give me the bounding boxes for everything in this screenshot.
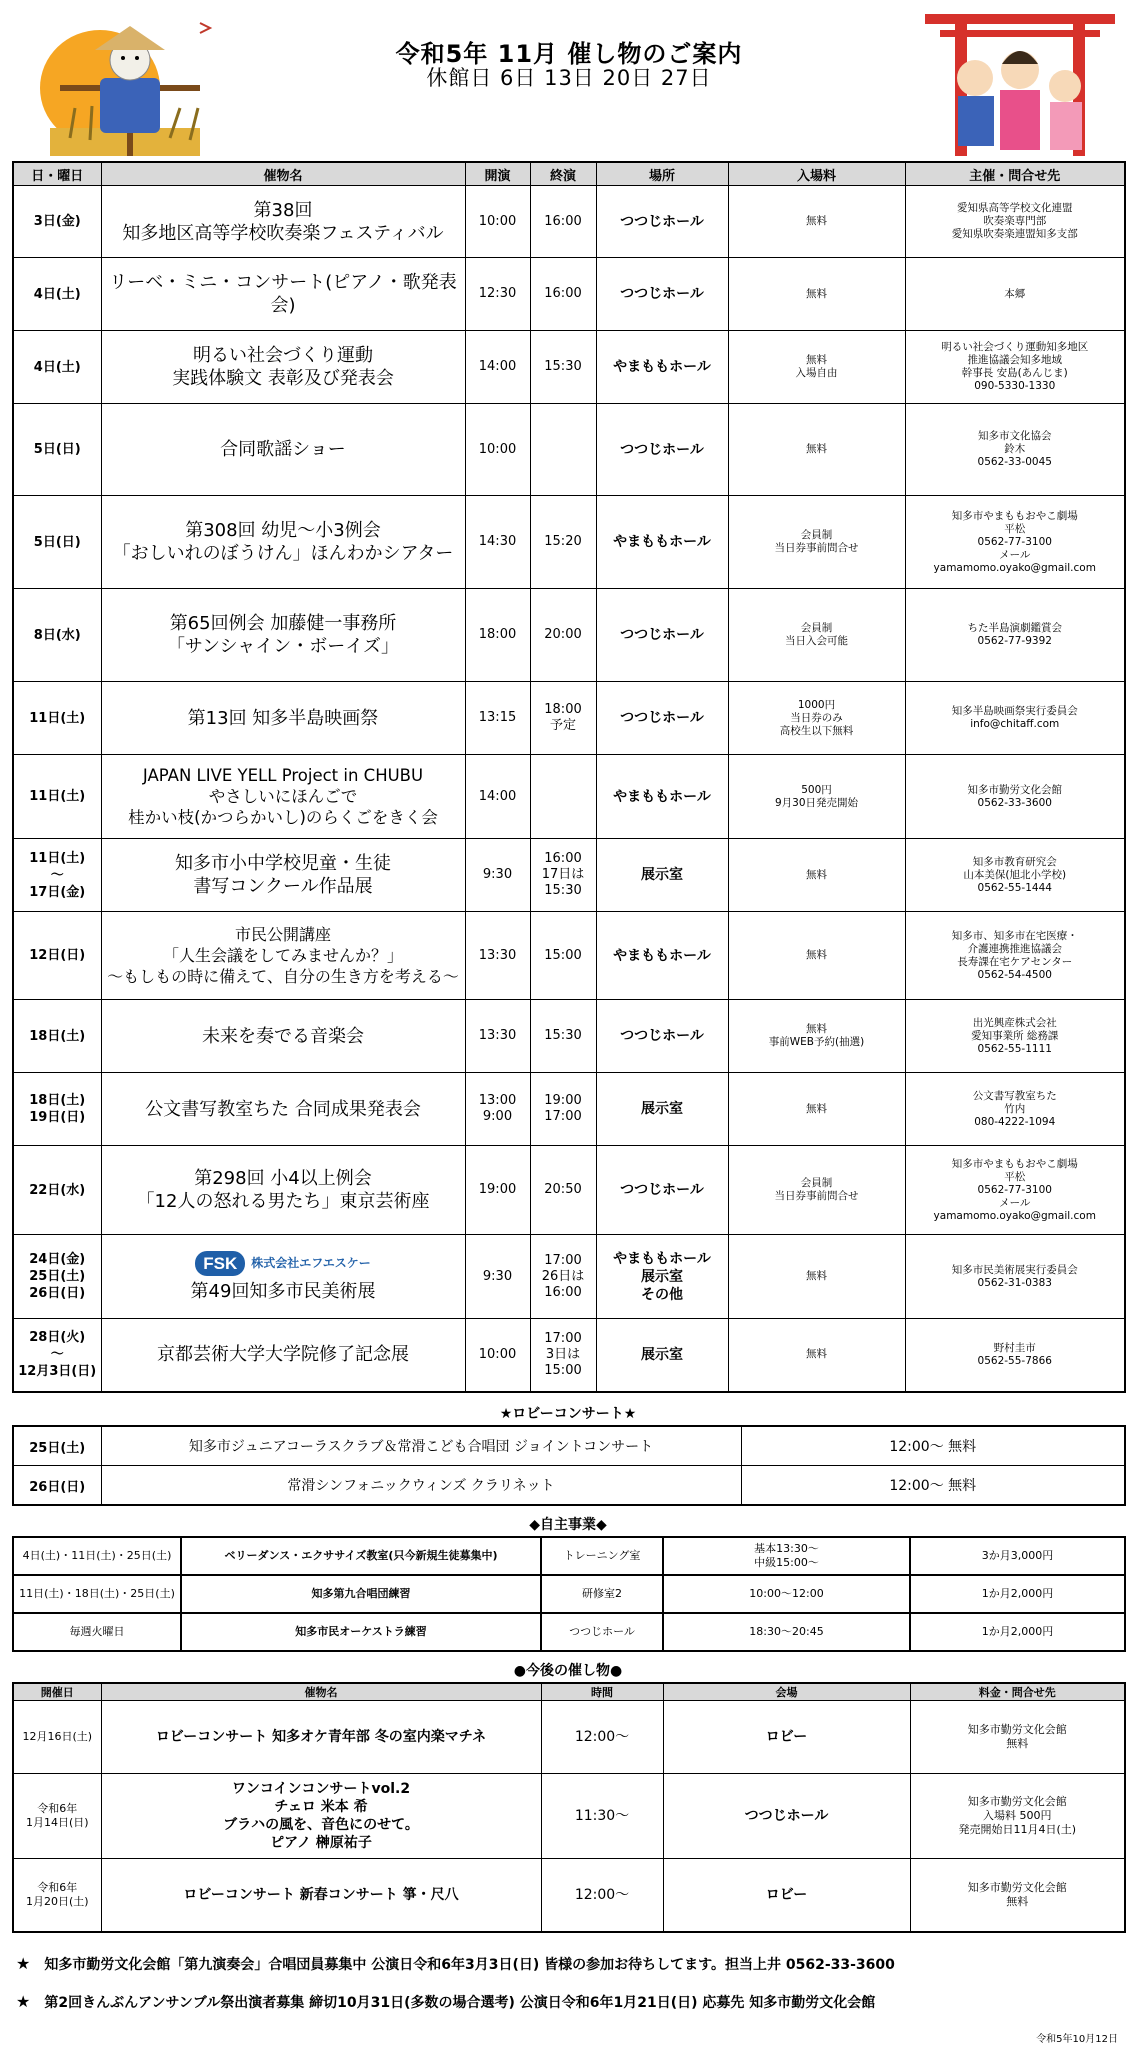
event-organizer: 出光興産株式会社 愛知事業所 総務課 0562-55-1111 [905, 1000, 1125, 1073]
lobby-info: 12:00～ 無料 [741, 1466, 1125, 1506]
event-venue: やまももホール 展示室 その他 [596, 1235, 728, 1319]
event-name: JAPAN LIVE YELL Project in CHUBU やさしいにほんごで 桂かい枝(かつらかいし)のらくごをきく会 [101, 755, 465, 839]
event-organizer: 野村圭市 0562-55-7866 [905, 1319, 1125, 1392]
event-organizer: 知多市民美術展実行委員会 0562-31-0383 [905, 1235, 1125, 1319]
event-name: 未来を奏でる音楽会 [101, 1000, 465, 1073]
event-fee: 会員制 当日入会可能 [728, 589, 905, 682]
event-start: 13:00 9:00 [465, 1073, 530, 1146]
notice-text: 第2回きんぶんアンサンブル祭出演者募集 締切10月31日(多数の場合選考) 公演日令和6年1月21日(日) 応募先 知多市勤労文化会館 [44, 1995, 876, 2011]
event-date: 18日(土) 19日(日) [13, 1073, 101, 1146]
future-heading: ●今後の催し物● [513, 1663, 623, 1679]
future-time: 11:30～ [541, 1774, 663, 1859]
notice-ensemble-recruit [16, 1992, 875, 2012]
event-venue: つつじホール [596, 682, 728, 755]
page-title: 令和5年 11月 催し物のご案内 [395, 40, 743, 68]
event-organizer: 知多市勤労文化会館 0562-33-3600 [905, 755, 1125, 839]
program-name: ベリーダンス・エクササイズ教室(只今新規生徒募集中) [181, 1537, 541, 1575]
event-organizer: 知多市やまももおやこ劇場 平松 0562-77-3100 メール yamamomo.oyako@gmail.com [905, 1146, 1125, 1235]
star-icon: ★ [16, 1954, 31, 1973]
program-room: トレーニング室 [541, 1537, 663, 1575]
event-end: 17:00 3日は 15:00 [530, 1319, 596, 1392]
event-organizer: 公文書写教室ちた 竹内 080-4222-1094 [905, 1073, 1125, 1146]
event-organizer: 明るい社会づくり運動知多地区 推進協議会知多地域 幹事長 安島(あんじま) 090-5330-1330 [905, 331, 1125, 404]
event-organizer: 本郷 [905, 258, 1125, 331]
event-name: 知多市小中学校児童・生徒 書写コンクール作品展 [101, 839, 465, 912]
event-organizer: 知多市文化協会 鈴木 0562-33-0045 [905, 404, 1125, 496]
event-end: 15:00 [530, 912, 596, 1000]
future-row [13, 1701, 1125, 1774]
program-time: 18:30～20:45 [663, 1613, 910, 1651]
event-row [13, 912, 1125, 1000]
event-start: 13:30 [465, 1000, 530, 1073]
event-start: 10:00 [465, 1319, 530, 1392]
issue-date: 令和5年10月12日 [1036, 2034, 1118, 2045]
event-end: 16:00 [530, 186, 596, 258]
star-icon: ★ [16, 1992, 31, 2011]
fsk-logo-mark: FSK [195, 1251, 245, 1276]
event-date: 5日(日) [13, 404, 101, 496]
future-col-org: 料金・問合せ先 [910, 1683, 1125, 1701]
future-venue: つつじホール [663, 1774, 910, 1859]
event-fee: 無料 [728, 1319, 905, 1392]
program-dates: 11日(土)・18日(土)・25日(土) [13, 1575, 181, 1613]
event-start: 12:30 [465, 258, 530, 331]
program-row [13, 1575, 1125, 1613]
event-venue: 展示室 [596, 839, 728, 912]
event-date: 4日(土) [13, 258, 101, 331]
event-start: 14:30 [465, 496, 530, 589]
future-org: 知多市勤労文化会館 入場料 500円 発売開始日11月4日(土) [910, 1774, 1125, 1859]
program-room: つつじホール [541, 1613, 663, 1651]
col-venue: 場所 [596, 162, 728, 186]
page-header [0, 0, 1138, 160]
event-start: 14:00 [465, 755, 530, 839]
program-name: 知多第九合唱団練習 [181, 1575, 541, 1613]
event-row [13, 331, 1125, 404]
future-header-row [13, 1683, 1125, 1701]
sponsor-name: 株式会社エフエスケー [251, 1255, 371, 1270]
program-room: 研修室2 [541, 1575, 663, 1613]
future-venue: ロビー [663, 1859, 910, 1932]
lobby-name: 常滑シンフォニックウィンズ クラリネット [101, 1466, 741, 1506]
event-date: 12日(日) [13, 912, 101, 1000]
event-fee: 500円 9月30日発売開始 [728, 755, 905, 839]
lobby-date: 25日(土) [13, 1426, 101, 1466]
event-venue: つつじホール [596, 589, 728, 682]
event-row [13, 496, 1125, 589]
event-fee: 無料 [728, 186, 905, 258]
future-venue: ロビー [663, 1701, 910, 1774]
event-name: 市民公開講座 「人生会議をしてみませんか？」 ～もしもの時に備えて、自分の生き方を考える～ [101, 912, 465, 1000]
event-row [13, 404, 1125, 496]
event-date: 11日(土) [13, 755, 101, 839]
event-venue: つつじホール [596, 186, 728, 258]
future-col-date: 開催日 [13, 1683, 101, 1701]
event-organizer: 知多半島映画祭実行委員会 info@chitaff.com [905, 682, 1125, 755]
notice-text: 知多市勤労文化会館「第九演奏会」合唱団員募集中 公演日令和6年3月3日(日) 皆様の参加お待ちしてます。担当上井 0562-33-3600 [44, 1957, 895, 1973]
event-name: 第65回例会 加藤健一事務所 「サンシャイン・ボーイズ」 [101, 589, 465, 682]
event-end: 18:00 予定 [530, 682, 596, 755]
notice-choir-recruit [16, 1954, 895, 1974]
event-end: 15:30 [530, 331, 596, 404]
events-table [12, 161, 1126, 1393]
event-organizer: 愛知県高等学校文化連盟 吹奏楽専門部 愛知県吹奏楽連盟知多支部 [905, 186, 1125, 258]
lobby-info: 12:00～ 無料 [741, 1426, 1125, 1466]
event-start: 18:00 [465, 589, 530, 682]
event-fee: 無料 [728, 1073, 905, 1146]
col-fee: 入場料 [728, 162, 905, 186]
program-fee: 3か月3,000円 [910, 1537, 1125, 1575]
col-name: 催物名 [101, 162, 465, 186]
event-row [13, 1146, 1125, 1235]
future-events-table [12, 1682, 1126, 1933]
program-row [13, 1613, 1125, 1651]
event-start: 19:00 [465, 1146, 530, 1235]
event-row [13, 1000, 1125, 1073]
lobby-heading: ★ロビーコンサート★ [499, 1406, 637, 1422]
event-organizer: 知多市教育研究会 山本美保(旭北小学校) 0562-55-1444 [905, 839, 1125, 912]
future-row [13, 1859, 1125, 1932]
lobby-date: 26日(日) [13, 1466, 101, 1506]
future-time: 12:00～ [541, 1859, 663, 1932]
event-end: 20:00 [530, 589, 596, 682]
event-venue: つつじホール [596, 258, 728, 331]
event-end: 15:20 [530, 496, 596, 589]
event-row [13, 589, 1125, 682]
event-date: 4日(土) [13, 331, 101, 404]
event-row [13, 186, 1125, 258]
event-name: 第308回 幼児～小3例会 「おしいれのぼうけん」ほんわかシアター [101, 496, 465, 589]
jishu-heading: ◆自主事業◆ [529, 1517, 607, 1533]
event-start: 13:15 [465, 682, 530, 755]
col-organizer: 主催・問合せ先 [905, 162, 1125, 186]
col-end: 終演 [530, 162, 596, 186]
event-date: 11日(土) [13, 682, 101, 755]
event-name: 第38回 知多地区高等学校吹奏楽フェスティバル [101, 186, 465, 258]
event-start: 9:30 [465, 839, 530, 912]
event-name: 明るい社会づくり運動 実践体験文 表彰及び発表会 [101, 331, 465, 404]
lobby-row [13, 1466, 1125, 1506]
event-fee: 無料 [728, 912, 905, 1000]
event-fee: 会員制 当日券事前問合せ [728, 1146, 905, 1235]
shrine-children-illustration [920, 8, 1120, 156]
future-org: 知多市勤労文化会館 無料 [910, 1859, 1125, 1932]
event-date: 24日(金) 25日(土) 26日(日) [13, 1235, 101, 1319]
event-fee: 無料 [728, 1235, 905, 1319]
future-name: ロビーコンサート 新春コンサート 箏・尺八 [101, 1859, 541, 1932]
program-time: 10:00～12:00 [663, 1575, 910, 1613]
event-fee: 無料 事前WEB予約(抽選) [728, 1000, 905, 1073]
event-row [13, 1073, 1125, 1146]
future-date: 令和6年 1月20日(土) [13, 1859, 101, 1932]
event-name-cell [101, 1235, 465, 1319]
future-col-venue: 会場 [663, 1683, 910, 1701]
event-end: 17:00 26日は 16:00 [530, 1235, 596, 1319]
col-date: 日・曜日 [13, 162, 101, 186]
event-row [13, 682, 1125, 755]
lobby-name: 知多市ジュニアコーラスクラブ＆常滑こども合唱団 ジョイントコンサート [101, 1426, 741, 1466]
event-date: 28日(火) ～ 12月3日(日) [13, 1319, 101, 1392]
event-name: 京都芸術大学大学院修了記念展 [101, 1319, 465, 1392]
event-venue: やまももホール [596, 755, 728, 839]
future-col-time: 時間 [541, 1683, 663, 1701]
event-venue: 展示室 [596, 1319, 728, 1392]
event-venue: 展示室 [596, 1073, 728, 1146]
event-end: 19:00 17:00 [530, 1073, 596, 1146]
event-fee: 1000円 当日券のみ 高校生以下無料 [728, 682, 905, 755]
sponsor-logo [195, 1251, 370, 1276]
lobby-row [13, 1426, 1125, 1466]
event-row [13, 1319, 1125, 1392]
event-venue: やまももホール [596, 496, 728, 589]
event-name: 第298回 小4以上例会 「12人の怒れる男たち」東京芸術座 [101, 1146, 465, 1235]
event-date: 8日(水) [13, 589, 101, 682]
event-end: 16:00 17日は 15:30 [530, 839, 596, 912]
future-org: 知多市勤労文化会館 無料 [910, 1701, 1125, 1774]
event-start: 10:00 [465, 404, 530, 496]
event-end: 16:00 [530, 258, 596, 331]
event-date: 5日(日) [13, 496, 101, 589]
event-date: 22日(水) [13, 1146, 101, 1235]
event-fee: 無料 入場自由 [728, 331, 905, 404]
program-time: 基本13:30～ 中級15:00～ [663, 1537, 910, 1575]
event-row [13, 839, 1125, 912]
event-fee: 無料 [728, 839, 905, 912]
future-name: ワンコインコンサートvol.2 チェロ 米本 希 ブラハの風を、音色にのせて。 ピアノ 榊原祐子 [101, 1774, 541, 1859]
future-time: 12:00～ [541, 1701, 663, 1774]
event-start: 13:30 [465, 912, 530, 1000]
event-fee: 無料 [728, 404, 905, 496]
event-fee: 無料 [728, 258, 905, 331]
lobby-concert-table [12, 1425, 1126, 1506]
event-fee: 会員制 当日券事前問合せ [728, 496, 905, 589]
event-end: 15:30 [530, 1000, 596, 1073]
event-name: リーベ・ミニ・コンサート(ピアノ・歌発表会) [101, 258, 465, 331]
event-end: 20:50 [530, 1146, 596, 1235]
event-venue: やまももホール [596, 331, 728, 404]
self-programs-table [12, 1536, 1126, 1652]
future-date: 令和6年 1月14日(日) [13, 1774, 101, 1859]
event-start: 14:00 [465, 331, 530, 404]
event-name: 合同歌謡ショー [101, 404, 465, 496]
future-row [13, 1774, 1125, 1859]
event-organizer: 知多市やまももおやこ劇場 平松 0562-77-3100 メール yamamomo.oyako@gmail.com [905, 496, 1125, 589]
event-venue: つつじホール [596, 1000, 728, 1073]
program-fee: 1か月2,000円 [910, 1613, 1125, 1651]
event-row [13, 755, 1125, 839]
event-end [530, 755, 596, 839]
col-start: 開演 [465, 162, 530, 186]
future-name: ロビーコンサート 知多オケ青年部 冬の室内楽マチネ [101, 1701, 541, 1774]
closed-days: 休館日 6日 13日 20日 27日 [426, 66, 712, 90]
event-venue: やまももホール [596, 912, 728, 1000]
future-col-name: 催物名 [101, 1683, 541, 1701]
event-end [530, 404, 596, 496]
future-date: 12月16日(土) [13, 1701, 101, 1774]
program-dates: 毎週火曜日 [13, 1613, 181, 1651]
event-venue: つつじホール [596, 404, 728, 496]
event-start: 9:30 [465, 1235, 530, 1319]
event-name: 第13回 知多半島映画祭 [101, 682, 465, 755]
event-row [13, 1235, 1125, 1319]
event-organizer: 知多市、知多市在宅医療・ 介護連携推進協議会 長寿課在宅ケアセンター 0562-54-4500 [905, 912, 1125, 1000]
event-name: 公文書写教室ちた 合同成果発表会 [101, 1073, 465, 1146]
program-name: 知多市民オーケストラ練習 [181, 1613, 541, 1651]
event-start: 10:00 [465, 186, 530, 258]
event-row [13, 258, 1125, 331]
event-date: 3日(金) [13, 186, 101, 258]
program-dates: 4日(土)・11日(土)・25日(土) [13, 1537, 181, 1575]
program-row [13, 1537, 1125, 1575]
event-organizer: ちた半島演劇鑑賞会 0562-77-9392 [905, 589, 1125, 682]
event-date: 11日(土) ～ 17日(金) [13, 839, 101, 912]
event-venue: つつじホール [596, 1146, 728, 1235]
program-fee: 1か月2,000円 [910, 1575, 1125, 1613]
event-name: 第49回知多市民美術展 [190, 1280, 376, 1302]
event-date: 18日(土) [13, 1000, 101, 1073]
events-header-row [13, 162, 1125, 186]
